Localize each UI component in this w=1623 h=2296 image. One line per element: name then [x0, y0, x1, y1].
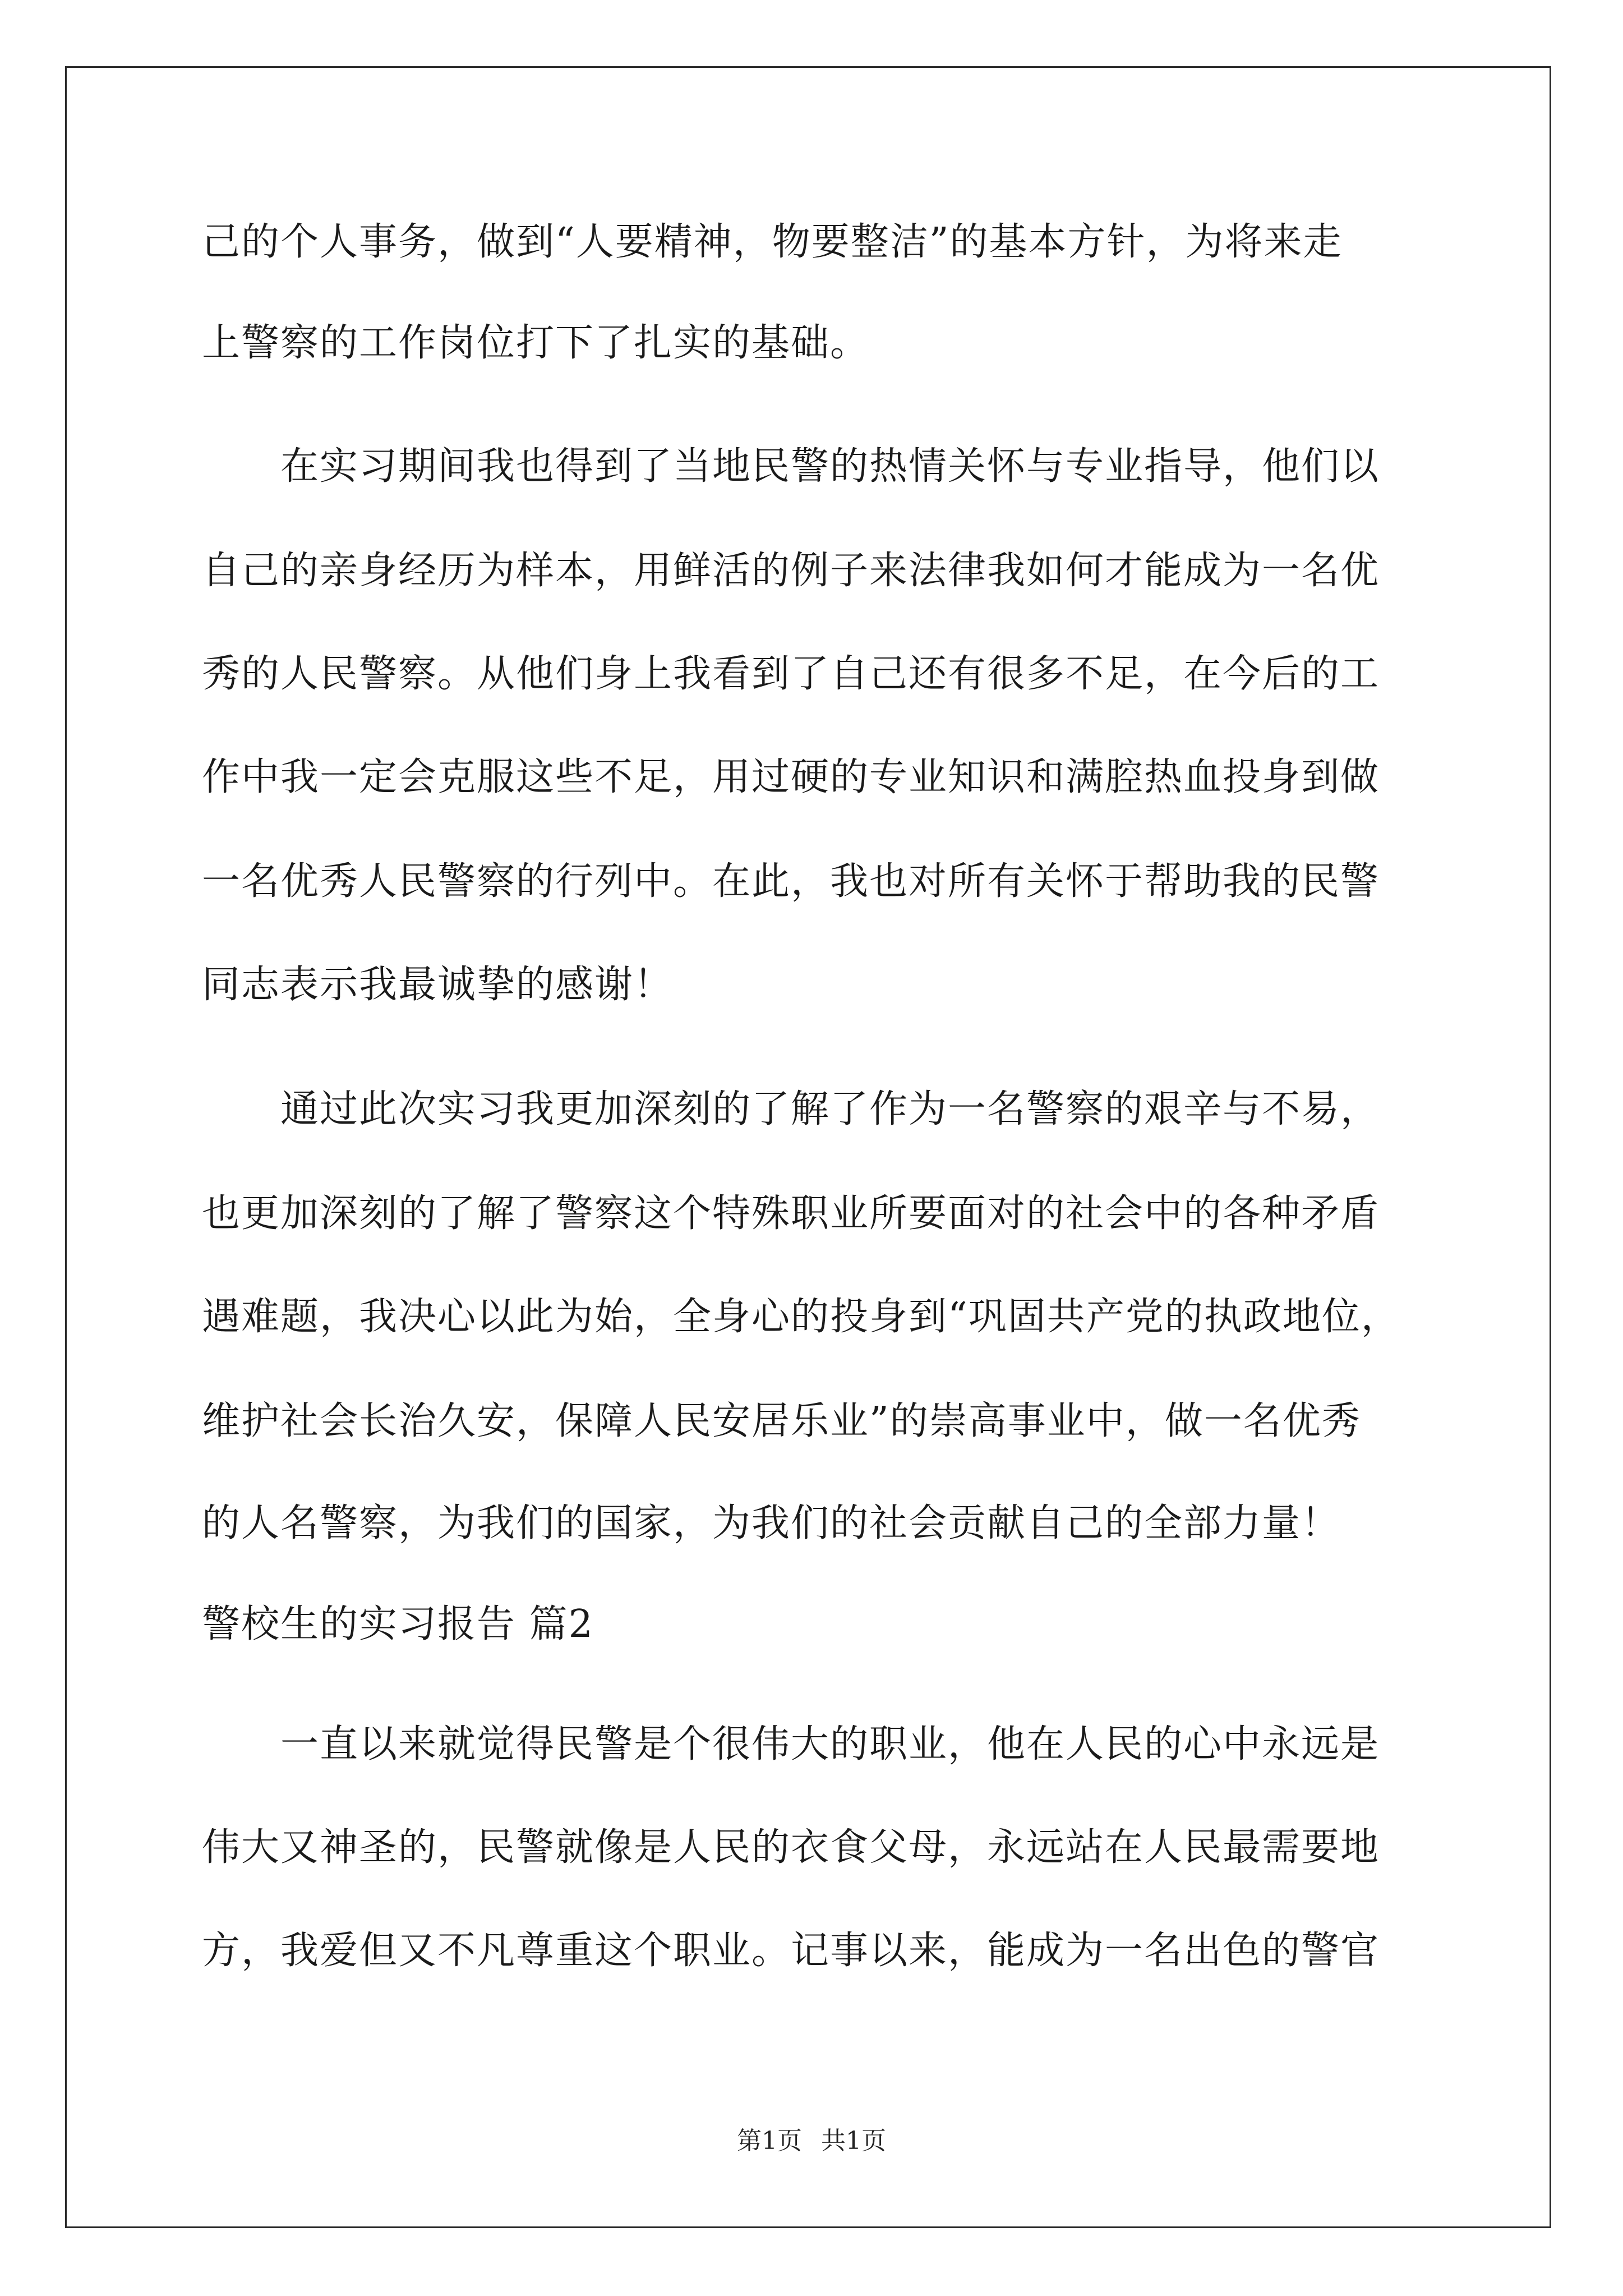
text-line: 伟大又神圣的，民警就像是人民的衣食父母，永远站在人民最需要地 [202, 1825, 1380, 1870]
text-line: 己的个人事务，做到“人要精神，物要整洁”的基本方针，为将来走 [202, 220, 1343, 264]
text-line: 作中我一定会克服这些不足，用过硬的专业知识和满腔热血投身到做 [202, 755, 1380, 799]
text-line: 的人名警察，为我们的国家，为我们的社会贡献自己的全部力量！ [202, 1501, 1341, 1545]
section-heading: 警校生的实习报告 篇2 [202, 1602, 594, 1646]
text-line: 一名优秀人民警察的行列中。在此，我也对所有关怀于帮助我的民警 [202, 859, 1380, 904]
text-line: 也更加深刻的了解了警察这个特殊职业所要面对的社会中的各种矛盾 [202, 1191, 1380, 1236]
text-line: 遇难题，我决心以此为始，全身心的投身到“巩固共产党的执政地位， [202, 1295, 1400, 1339]
text-line: 自己的亲身经历为样本，用鲜活的例子来法律我如何才能成为一名优 [202, 549, 1380, 593]
page-total: 共1页 [821, 2127, 886, 2155]
paragraph-start-line: 一直以来就觉得民警是个很伟大的职业，他在人民的心中永远是 [280, 1722, 1380, 1766]
text-line: 上警察的工作岗位打下了扎实的基础。 [202, 321, 870, 365]
paragraph-start-line: 在实习期间我也得到了当地民警的热情关怀与专业指导，他们以 [280, 444, 1380, 489]
text-line: 秀的人民警察。从他们身上我看到了自己还有很多不足，在今后的工 [202, 652, 1380, 696]
text-line: 方，我爱但又不凡尊重这个职业。记事以来，能成为一名出色的警官 [202, 1929, 1380, 1973]
page-footer [0, 2126, 1623, 2156]
paragraph-start-line: 通过此次实习我更加深刻的了解了作为一名警察的艰辛与不易， [280, 1087, 1380, 1131]
page-number: 第1页 [737, 2127, 802, 2155]
page-border [65, 66, 1551, 2228]
text-line: 同志表示我最诚挚的感谢！ [202, 963, 674, 1007]
text-line: 维护社会长治久安，保障人民安居乐业”的崇高事业中，做一名优秀 [202, 1399, 1361, 1443]
